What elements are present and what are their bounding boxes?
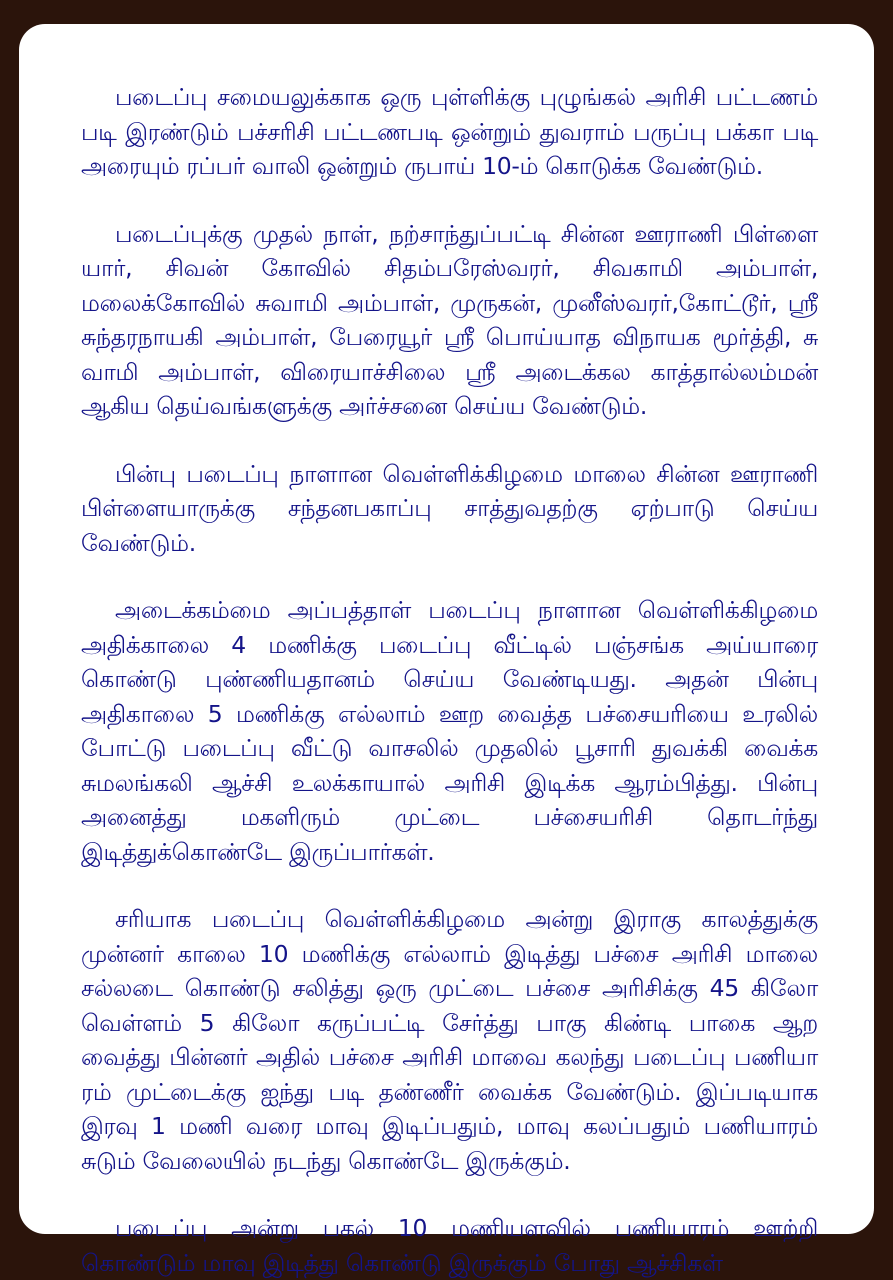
paragraph-1: படைப்பு சமையலுக்காக ஒரு புள்ளிக்கு புழுங்கல் அரிசி பட்டணம் படி இரண்டும் பச்சரிசி பட்டணபடி ஒன்றும் துவராம் பருப்பு பக்கா படி அரையும் ரப்பர் வாலி ஒன்றும் ருபாய் 10-ம் கொடுக்க வேண்டும். bbox=[81, 83, 818, 180]
paragraph-6: படைப்பு அன்று பகல் 10 மணியளவில் பணியாரம் ஊற்றி கொண்டும் மாவு இடித்து கொண்டு இருக்கும் போது ஆச்சிகள் bbox=[81, 1214, 818, 1277]
paragraph-2: படைப்புக்கு முதல் நாள், நற்சாந்துப்பட்டி சின்ன ஊராணி பிள்ளை யார், சிவன் கோவில் சிதம்பரேஸ்வரர், சிவகாமி அம்பாள், மலைக்கோவில் சுவாமி அம்பாள், முருகன், முனீஸ்வரர்,கோட்டூர், ஸ்ரீ சுந்தரநாயகி அம்பாள், பேரையூர் ஸ்ரீ பொய்யாத விநாயக மூர்த்தி, சு வாமி அம்பாள், விரையாச்சிலை ஸ்ரீ அடைக்கல காத்தால்லம்மன் ஆகிய தெய்வங்களுக்கு அர்ச்சனை செய்ய வேண்டும். bbox=[81, 219, 818, 420]
paragraph-5: சரியாக படைப்பு வெள்ளிக்கிழமை அன்று இராகு காலத்துக்கு முன்னர் காலை 10 மணிக்கு எல்லாம் இடித்து பச்சை அரிசி மாலை சல்லடை கொண்டு சலித்து ஒரு முட்டை பச்சை அரிசிக்கு 45 கிலோ வெள்ளம் 5 கிலோ கருப்பட்டி சேர்த்து பாகு கிண்டி பாகை ஆற வைத்து பின்னர் அதில் பச்சை அரிசி மாவை கலந்து படைப்பு பணியா ரம் முட்டைக்கு ஐந்து படி தண்ணீர் வைக்க வேண்டும். இப்படியாக இரவு 1 மணி வரை மாவு இடிப்பதும், மாவு கலப்பதும் பணியாரம் சுடும் வேலையில் நடந்து கொண்டே இருக்கும். bbox=[81, 905, 818, 1175]
paragraph-3: பின்பு படைப்பு நாளான வெள்ளிக்கிழமை மாலை சின்ன ஊராணி பிள்ளையாருக்கு சந்தனபகாப்பு சாத்துவதற்கு ஏற்பாடு செய்ய வேண்டும். bbox=[81, 459, 818, 557]
paragraph-4: அடைக்கம்மை அப்பத்தாள் படைப்பு நாளான வெள்ளிக்கிழமை அதிக்காலை 4 மணிக்கு படைப்பு வீட்டில் பஞ்சங்க அய்யாரை கொண்டு புண்ணியதானம் செய்ய வேண்டியது. அதன் பின்பு அதிகாலை 5 மணிக்கு எல்லாம் ஊற வைத்த பச்சையரியை உரலில் போட்டு படைப்பு வீட்டு வாசலில் முதலில் பூசாரி துவக்கி வைக்க சுமலங்கலி ஆச்சி உலக்காயால் அரிசி இடிக்க ஆரம்பித்து. பின்பு அனைத்து மகளிரும் முட்டை பச்சையரிசி தொடர்ந்து இடித்துக்கொண்டே இருப்பார்கள். bbox=[81, 596, 818, 866]
document-page bbox=[19, 24, 874, 1277]
